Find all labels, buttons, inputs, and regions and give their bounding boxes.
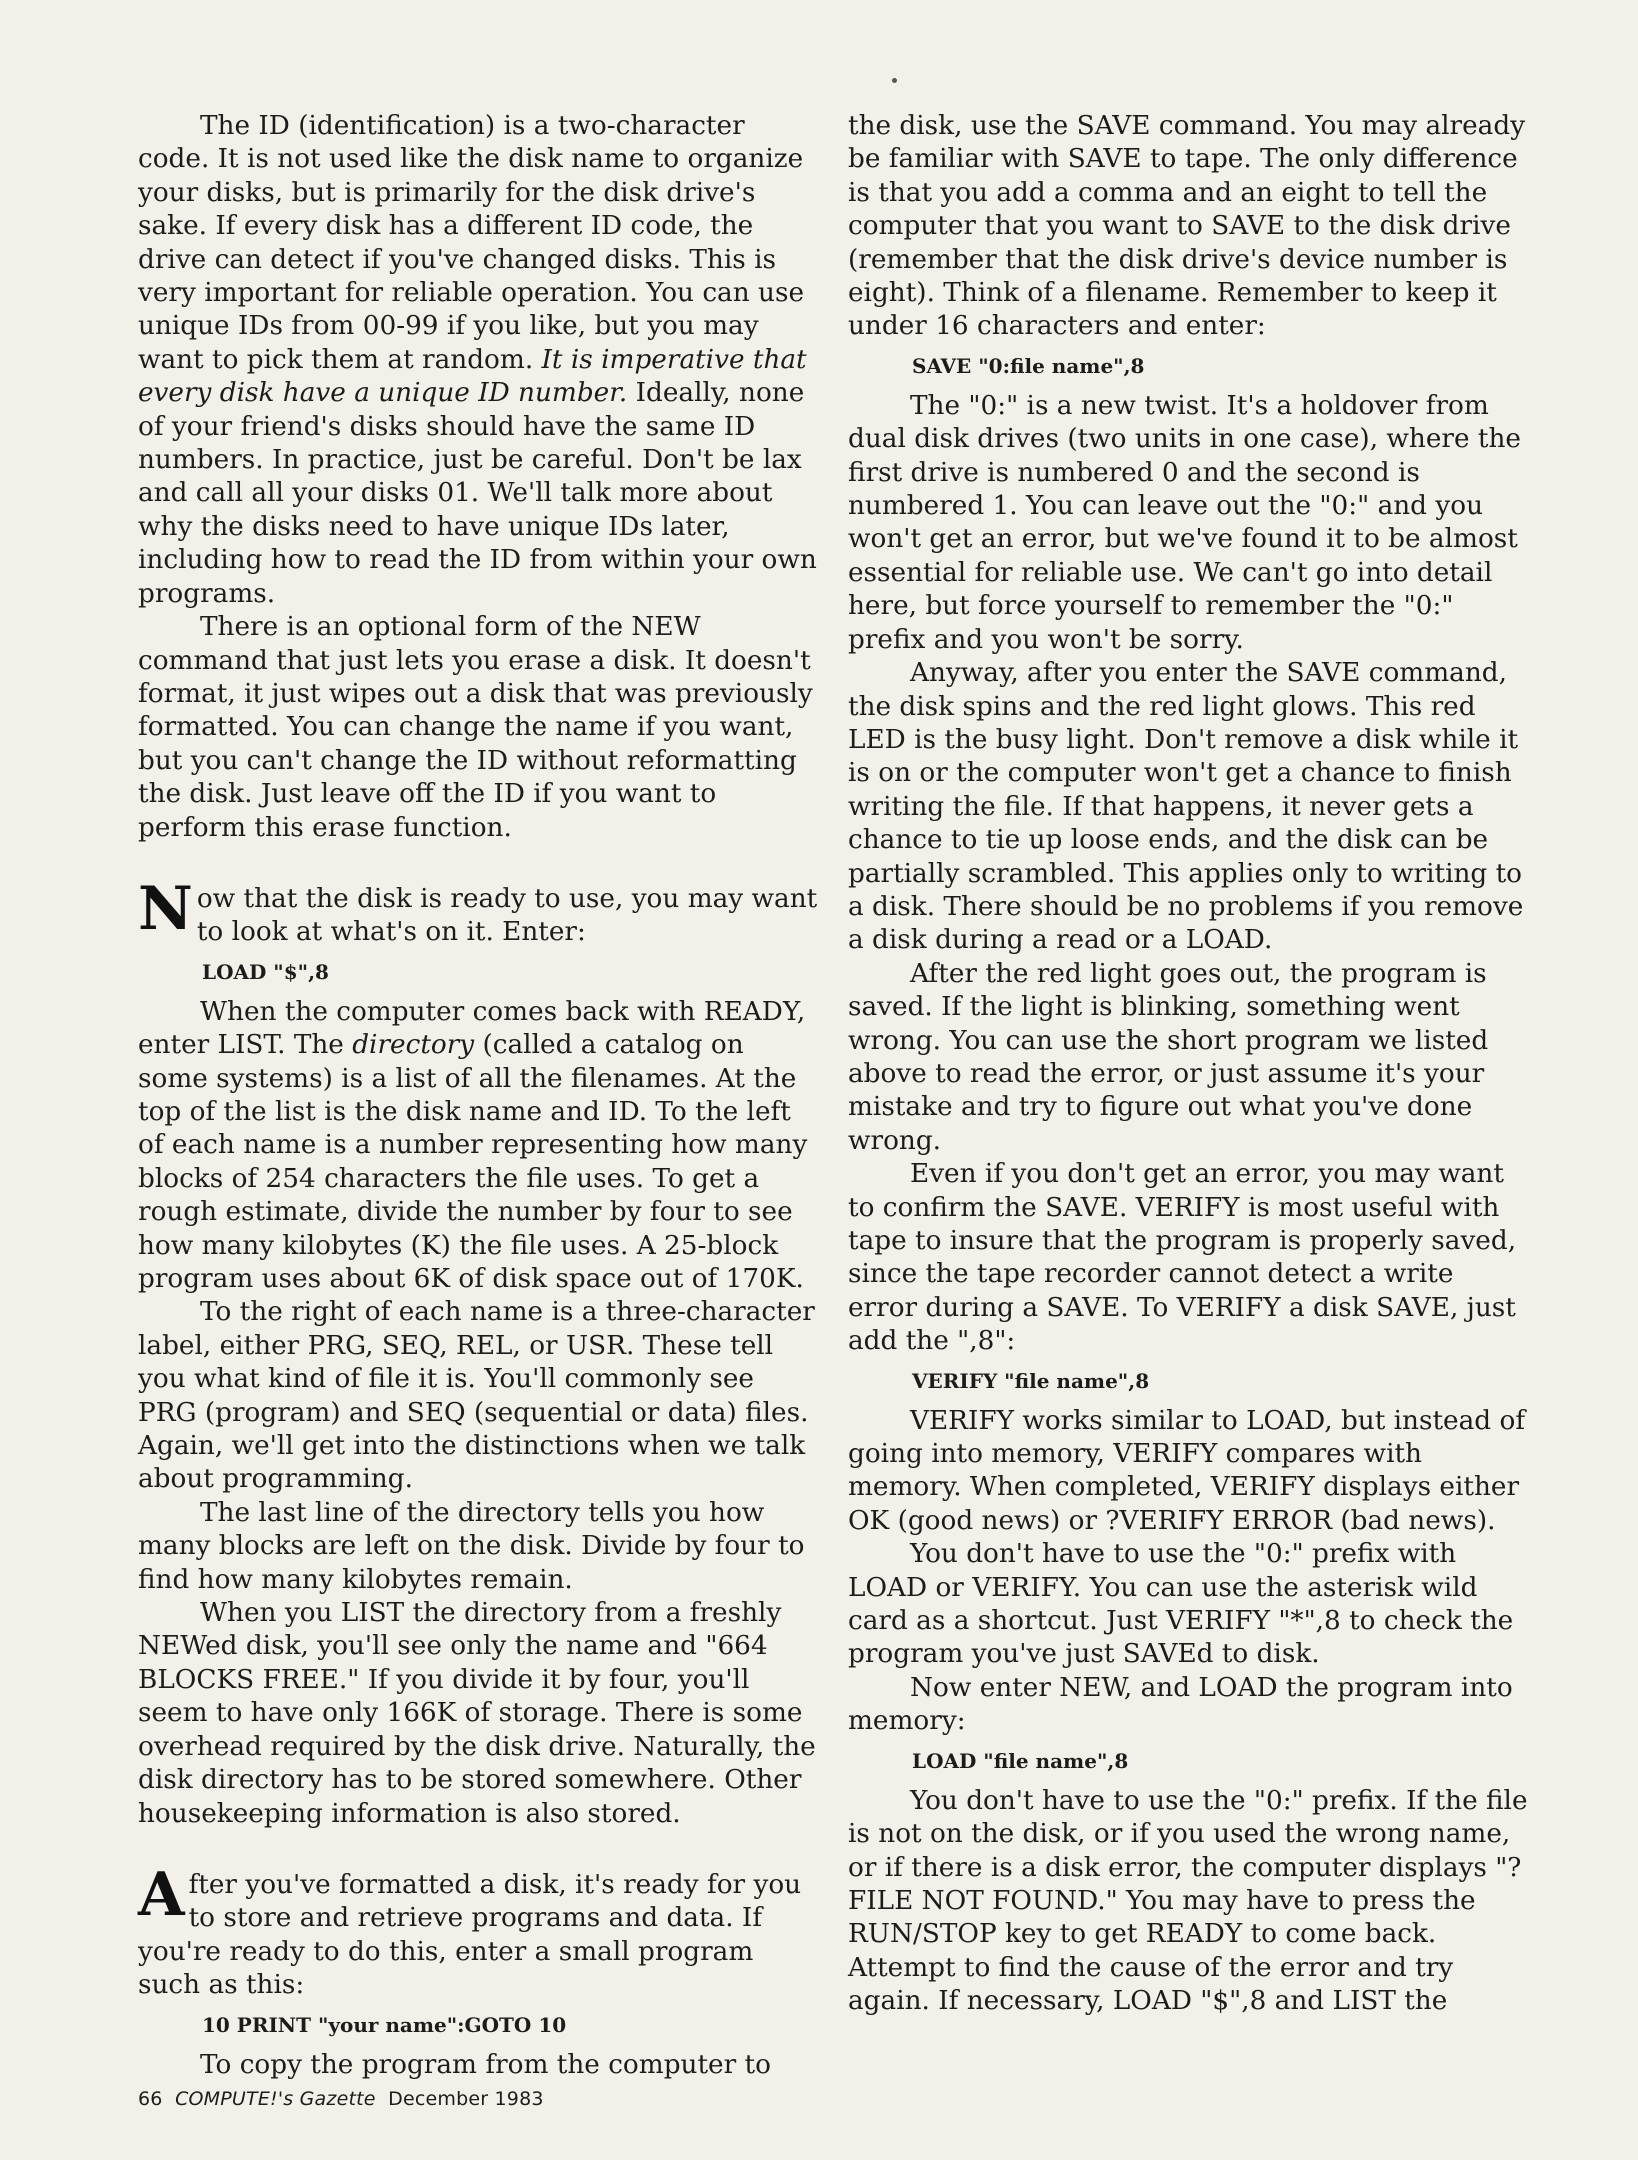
scan-speck [892,78,897,83]
paragraph-copy-program: To copy the program from the computer to [200,2049,771,2080]
code-load-directory: LOAD "$",8 [202,959,329,984]
drop-cap-n: N [138,873,193,944]
paragraph-directory: When the computer comes back with READY, enter LIST. The directory (called a catalog on some systems) is a list of all the filenames. At the top of the list is the disk name and ID. To the left of each name is a number representing how many blocks of 254 characters the file uses. To get a rough estimate, divide the number by four to see how many kilobytes (K) the file uses. A 25-block program uses about 6K of disk space out of 170K. [138,996,808,1294]
right-column [848,110,1530,2019]
paragraph-now-ready: Now that the disk is ready to use, you may want to look at what's on it. Enter: [138,873,818,948]
paragraph-save-command: the disk, use the SAVE command. You may already be familiar with SAVE to tape. The only difference is that you add a comma and an eight to tell the computer that you want to SAVE to the disk drive (remember that the disk drive's device number is eight). Think of a filename. Remember to keep it under 16 characters and enter: [848,111,1526,342]
paragraph-verify-works: VERIFY works similar to LOAD, but instead of going into memory, VERIFY compares with memory. When completed, VERIFY displays either OK (good news) or ?VERIFY ERROR (bad news). [848,1405,1526,1536]
page-footer [138,2088,544,2110]
code-verify: VERIFY "file name",8 [912,1368,1150,1393]
paragraph-light-out: After the red light goes out, the program is saved. If the light is blinking, something went wrong. You can use the short program we listed above to read the error, or just assume it's your mistake and try to figure out what you've done wrong. [848,958,1489,1156]
paragraph-after-format: After you've formatted a disk, it's ready for you to store and retrieve programs and data. If you're ready to do this, enter a small program such as this: [138,1859,802,2001]
issue-date: December 1983 [388,2088,544,2110]
paragraph-asterisk: You don't have to use the "0:" prefix with LOAD or VERIFY. You can use the asterisk wild card as a shortcut. Just VERIFY "*",8 to check the program you've just SAVEd to disk. [848,1539,1514,1670]
paragraph-file-not-found: You don't have to use the "0:" prefix. If the file is not on the disk, or if you used the wrong name, or if there is a disk error, the computer displays "?FILE NOT FOUND." You may have to press the RUN/STOP key to get READY to come back. Attempt to find the cause of the error and try again. If necessary, LOAD "$",8 and LIST the [848,1785,1528,2017]
paragraph-zero-prefix: The "0:" is a new twist. It's a holdover from dual disk drives (two units in one case), where the first drive is numbered 0 and the second is numbered 1. You can leave out the "0:" and you won't get an error, but we've found it to be almost essential for reliable use. We can't go into detail here, but force yourself to remember the "0:" prefix and you won't be sorry. [848,390,1521,655]
paragraph-file-types: To the right of each name is a three-character label, either PRG, SEQ, REL, or USR. These tell you what kind of file it is. You'll commonly see PRG (program) and SEQ (sequential or data) files. Again, we'll get into the distinctions when we talk about programming. [138,1297,815,1495]
code-save: SAVE "0:file name",8 [912,353,1145,378]
drop-cap-a: A [138,1859,185,1930]
paragraph-blocks-free: When you LIST the directory from a freshly NEWed disk, you'll see only the name and "664 BLOCKS FREE." If you divide it by four, you'll seem to have only 166K of storage. There is some overhead required by the disk drive. Naturally, the disk directory has to be stored somewhere. Other housekeeping information is also stored. [138,1598,816,1829]
paragraph-id-code: The ID (identification) is a two-character code. It is not used like the disk name to organize your disks, but is primarily for the disk drive's sake. If every disk has a different ID code, the drive can detect if you've changed disks. This is very important for reliable operation. You can use unique IDs from 00-99 if you like, but you may want to pick them at random. It is imperative that every disk have a unique ID number. Ideally, none of your friend's disks should have the same ID numbers. In practice, just be careful. Don't be lax and call all your disks 01. We'll talk more about why the disks need to have unique IDs later, including how to read the ID from within your own programs. [138,111,817,609]
paragraph-blocks-left: The last line of the directory tells you how many blocks are left on the disk. Divide by four to find how many kilobytes remain. [138,1497,805,1595]
code-load-file: LOAD "file name",8 [912,1748,1129,1773]
magazine-title: COMPUTE!'s Gazette [175,2088,376,2110]
paragraph-new-command: There is an optional form of the NEW command that just lets you erase a disk. It doesn't format, it just wipes out a disk that was previously formatted. You can change the name if you want, but you can't change the ID without reformatting the disk. Just leave off the ID if you want to perform this erase function. [138,612,813,843]
page-number: 66 [138,2088,163,2110]
code-print-program: 10 PRINT "your name":GOTO 10 [202,2012,567,2037]
paragraph-red-light: Anyway, after you enter the SAVE command, the disk spins and the red light glows. This red LED is the busy light. Don't remove a disk while it is on or the computer won't get a chance to finish writing the file. If that happens, it never gets a chance to tie up loose ends, and the disk can be partially scrambled. This applies only to writing to a disk. There should be no problems if you remove a disk during a read or a LOAD. [848,658,1524,956]
paragraph-enter-new: Now enter NEW, and LOAD the program into memory: [848,1672,1513,1737]
left-column [138,110,820,2082]
paragraph-confirm-save: Even if you don't get an error, you may want to confirm the SAVE. VERIFY is most useful with tape to insure that the program is properly saved, since the tape recorder cannot detect a write error during a SAVE. To VERIFY a disk SAVE, just add the ",8": [848,1159,1517,1357]
